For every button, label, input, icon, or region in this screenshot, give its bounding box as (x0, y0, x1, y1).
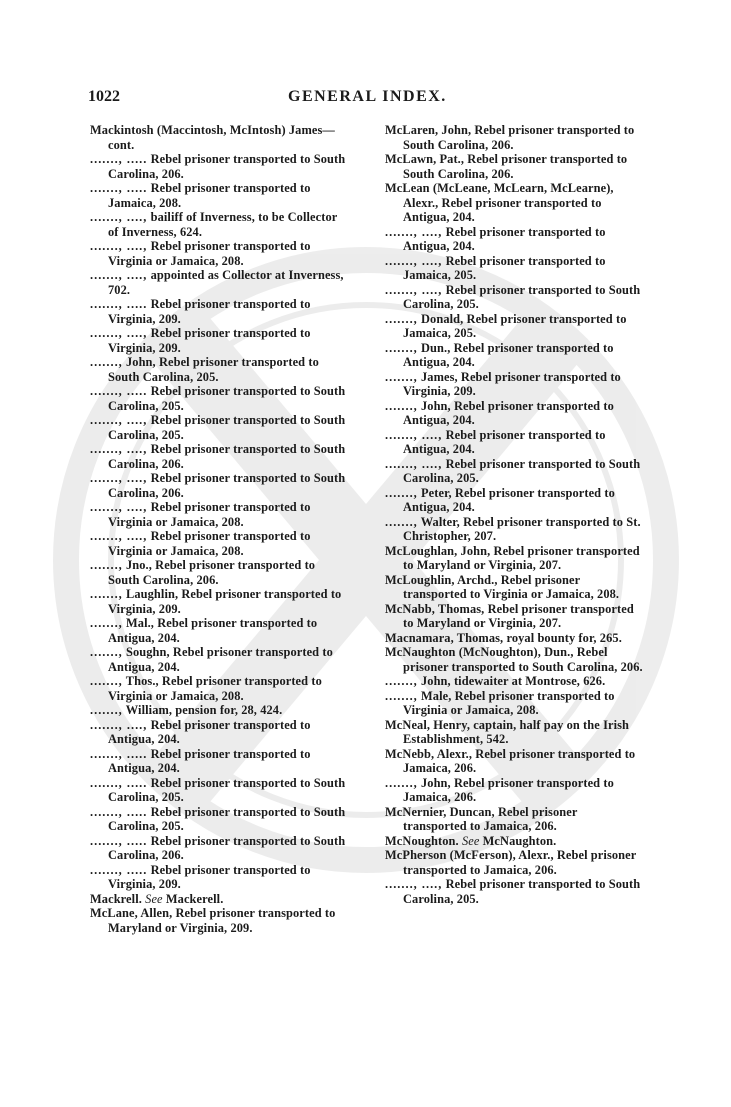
index-entry (90, 703, 348, 718)
index-entry (385, 457, 643, 486)
ditto-leader: ......., ..... (90, 746, 148, 761)
see-target: McNaughton. (479, 833, 557, 848)
entry-text: Rebel prisoner transported to Jamaica, 208. (108, 181, 311, 210)
index-entry (90, 892, 348, 907)
entry-text: Rebel prisoner transported to Virginia, 209. (108, 862, 311, 891)
entry-text: Rebel prisoner transported to South Carolina, 205. (108, 413, 346, 442)
entry-text: Rebel prisoner transported to Virginia or Jamaica, 208. (108, 529, 311, 558)
index-entry (385, 776, 643, 805)
entry-text: Dun., Rebel prisoner transported to Antigua, 204. (403, 340, 614, 369)
see-target: Mackerell. (162, 891, 224, 906)
entry-text: Rebel prisoner transported to Antigua, 204. (108, 717, 311, 746)
entry-text: Mal., Rebel prisoner transported to Antigua, 204. (108, 616, 318, 645)
entry-text: John, Rebel prisoner transported to Antigua, 204. (403, 398, 614, 427)
entry-text: McLoughlan, John, Rebel prisoner transported to Maryland or Virginia, 207. (385, 543, 640, 572)
entry-text: Peter, Rebel prisoner transported to Antigua, 204. (403, 485, 615, 514)
page-header (88, 88, 648, 112)
index-entry (90, 500, 348, 529)
index-entry (90, 152, 348, 181)
index-entry (385, 312, 643, 341)
ditto-leader: ......., (385, 688, 418, 703)
index-entry (385, 428, 643, 457)
index-entry (90, 805, 348, 834)
ditto-leader: ......., ..... (90, 862, 148, 877)
entry-text: McLoughlin, Archd., Rebel prisoner transported to Virginia or Jamaica, 208. (385, 572, 620, 601)
entry-text: John, Rebel prisoner transported to South Carolina, 205. (108, 355, 319, 384)
index-entry (90, 355, 348, 384)
entry-text: Rebel prisoner transported to South Carolina, 206. (108, 833, 346, 862)
entry-text: Rebel prisoner transported to Virginia or Jamaica, 208. (108, 239, 311, 268)
index-entry (90, 674, 348, 703)
index-entry (385, 834, 643, 849)
index-entry (385, 486, 643, 515)
ditto-leader: ......., ...., (90, 210, 148, 224)
index-entry (385, 123, 643, 152)
ditto-leader: ......., (385, 311, 418, 326)
entry-text: Walter, Rebel prisoner transported to St. Christopher, 207. (403, 514, 641, 543)
index-entry (90, 718, 348, 747)
ditto-leader: ......., ...., (385, 282, 443, 297)
index-entry (385, 689, 643, 718)
entry-text: John, tidewaiter at Montrose, 626. (417, 674, 606, 688)
entry-text: Rebel prisoner transported to Jamaica, 205. (403, 253, 606, 282)
index-entry (90, 268, 348, 297)
index-entry (385, 544, 643, 573)
ditto-leader: ......., ...., (90, 326, 148, 340)
index-entry (385, 877, 643, 906)
entry-text: Rebel prisoner transported to South Carolina, 205. (108, 384, 346, 413)
index-entry (385, 645, 643, 674)
page-title: GENERAL INDEX. (288, 88, 447, 105)
ditto-leader: ......., ...., (90, 413, 148, 427)
entry-text: Rebel prisoner transported to Virginia, 209. (108, 297, 311, 326)
index-entry (385, 399, 643, 428)
ditto-leader: ......., (385, 369, 418, 384)
ditto-leader: ......., (385, 340, 418, 355)
index-entry (385, 370, 643, 399)
entry-text: McPherson (McFerson), Alexr., Rebel prisoner transported to Jamaica, 206. (385, 848, 637, 877)
ditto-leader: ......., ...., (90, 239, 148, 253)
ditto-leader: ......., (90, 645, 123, 659)
index-entry (90, 747, 348, 776)
index-entry (385, 254, 643, 283)
index-entry (90, 645, 348, 674)
ditto-leader: ......., (385, 514, 418, 529)
index-entry (90, 863, 348, 892)
entry-text: Laughlin, Rebel prisoner transported to Virginia, 209. (108, 587, 342, 616)
index-entry (385, 631, 643, 646)
entry-text: William, pension for, 28, 424. (122, 703, 283, 717)
ditto-leader: ......., (90, 703, 123, 717)
index-entry (385, 515, 643, 544)
index-entry (90, 587, 348, 616)
index-entry (90, 239, 348, 268)
index-entry (385, 283, 643, 312)
entry-text: Donald, Rebel prisoner transported to Jamaica, 205. (403, 311, 627, 340)
entry-text: Rebel prisoner transported to South Carolina, 205. (403, 456, 641, 485)
ditto-leader: ......., ..... (90, 181, 148, 195)
index-entry (385, 718, 643, 747)
entry-text: McLane, Allen, Rebel prisoner transported to Maryland or Virginia, 209. (90, 906, 336, 935)
index-entry (90, 471, 348, 500)
index-entry (90, 558, 348, 587)
entry-text: Rebel prisoner transported to South Carolina, 205. (108, 775, 346, 804)
index-entry (385, 152, 643, 181)
entry-text: Rebel prisoner transported to South Carolina, 206. (108, 471, 346, 500)
entry-text: McNoughton. (385, 833, 459, 848)
ditto-leader: ......., (385, 398, 418, 413)
ditto-leader: ......., ..... (90, 297, 148, 311)
index-entry (385, 225, 643, 254)
entry-text: Macnamara, Thomas, royal bounty for, 265. (385, 630, 622, 645)
ditto-leader: ......., (90, 587, 123, 601)
entry-text: Jno., Rebel prisoner transported to South Carolina, 206. (108, 558, 316, 587)
entry-text: McLean (McLeane, McLearn, McLearne), Alexr., Rebel prisoner transported to Antigua, 204. (385, 181, 614, 224)
entry-text: McLawn, Pat., Rebel prisoner transported to South Carolina, 206. (385, 152, 628, 181)
entry-text: McNernier, Duncan, Rebel prisoner transported to Jamaica, 206. (385, 804, 578, 833)
index-entry (385, 848, 643, 877)
ditto-leader: ......., (90, 355, 123, 369)
entry-text: Rebel prisoner transported to South Carolina, 206. (108, 152, 346, 181)
entry-text: Rebel prisoner transported to Antigua, 204. (108, 746, 311, 775)
index-entry (90, 181, 348, 210)
ditto-leader: ......., ..... (90, 775, 148, 790)
index-entry (90, 413, 348, 442)
ditto-leader: ......., ...., (385, 456, 443, 471)
ditto-leader: ......., ...., (90, 268, 148, 282)
index-entry (90, 326, 348, 355)
entry-text: Male, Rebel prisoner transported to Virginia or Jamaica, 208. (403, 688, 615, 717)
entry-text: Rebel prisoner transported to South Carolina, 206. (108, 442, 346, 471)
ditto-leader: ......., ...., (90, 717, 148, 732)
index-entry (385, 805, 643, 834)
entry-text: Rebel prisoner transported to South Carolina, 205. (108, 804, 346, 833)
index-entry (385, 341, 643, 370)
entry-text: Rebel prisoner transported to South Carolina, 205. (403, 282, 641, 311)
ditto-leader: ......., ...., (385, 427, 443, 442)
ditto-leader: ......., ..... (90, 384, 148, 398)
index-entry (385, 674, 643, 689)
entry-text: Mackintosh (Maccintosh, McIntosh) James—cont. (90, 123, 335, 152)
index-entry (385, 602, 643, 631)
index-column-left (90, 123, 348, 935)
entry-text: McLaren, John, Rebel prisoner transported to South Carolina, 206. (385, 123, 635, 152)
index-entry (90, 906, 348, 935)
index-entry (90, 123, 348, 152)
page-number: 1022 (88, 88, 120, 105)
ditto-leader: ......., (385, 485, 418, 500)
entry-text: McNabb, Thomas, Rebel prisoner transported to Maryland or Virginia, 207. (385, 601, 634, 630)
index-entry (90, 529, 348, 558)
ditto-leader: ......., ...., (385, 224, 443, 239)
index-entry (90, 834, 348, 863)
entry-text: James, Rebel prisoner transported to Virginia, 209. (403, 369, 621, 398)
ditto-leader: ......., (385, 674, 418, 688)
ditto-leader: ......., ..... (90, 833, 148, 848)
ditto-leader: ......., ...., (90, 442, 148, 456)
entry-text: Rebel prisoner transported to Virginia, 209. (108, 326, 311, 355)
entry-text: Rebel prisoner transported to Antigua, 204. (403, 427, 606, 456)
entry-text: McNebb, Alexr., Rebel prisoner transported to Jamaica, 206. (385, 746, 636, 775)
index-entry (385, 573, 643, 602)
see-reference: See (461, 833, 480, 848)
ditto-leader: ......., (385, 775, 418, 790)
entry-text: Rebel prisoner transported to South Carolina, 205. (403, 877, 641, 906)
index-entry (90, 776, 348, 805)
entry-text: McNeal, Henry, captain, half pay on the Irish Establishment, 542. (385, 717, 630, 746)
index-entry (90, 616, 348, 645)
ditto-leader: ......., ...., (90, 500, 148, 514)
index-entry (90, 384, 348, 413)
index-column-right (385, 123, 643, 906)
entry-text: John, Rebel prisoner transported to Jamaica, 206. (403, 775, 614, 804)
ditto-leader: ......., (90, 558, 123, 572)
index-entry (90, 297, 348, 326)
ditto-leader: ......., (90, 616, 123, 630)
entry-text: Soughn, Rebel prisoner transported to Antigua, 204. (108, 645, 333, 674)
entry-text: Thos., Rebel prisoner transported to Virginia or Jamaica, 208. (108, 674, 322, 703)
ditto-leader: ......., ...., (90, 529, 148, 543)
index-entry (90, 442, 348, 471)
entry-text: McNaughton (McNoughton), Dun., Rebel prisoner transported to South Carolina, 206. (385, 645, 643, 674)
index-entry (385, 747, 643, 776)
index-entry (90, 210, 348, 239)
entry-text: appointed as Collector at Inverness, 702. (108, 268, 344, 297)
entry-text: Rebel prisoner transported to Virginia or Jamaica, 208. (108, 500, 311, 529)
ditto-leader: ......., ...., (385, 253, 443, 268)
ditto-leader: ......., ...., (385, 877, 443, 891)
ditto-leader: ......., (90, 674, 123, 688)
entry-text: Mackrell. (90, 891, 142, 906)
ditto-leader: ......., ..... (90, 152, 148, 166)
entry-text: Rebel prisoner transported to Antigua, 204. (403, 224, 606, 253)
index-entry (385, 181, 643, 225)
entry-text: bailiff of Inverness, to be Collector of Inverness, 624. (108, 210, 338, 239)
ditto-leader: ......., ...., (90, 471, 148, 485)
ditto-leader: ......., ..... (90, 804, 148, 819)
see-reference: See (145, 891, 163, 906)
